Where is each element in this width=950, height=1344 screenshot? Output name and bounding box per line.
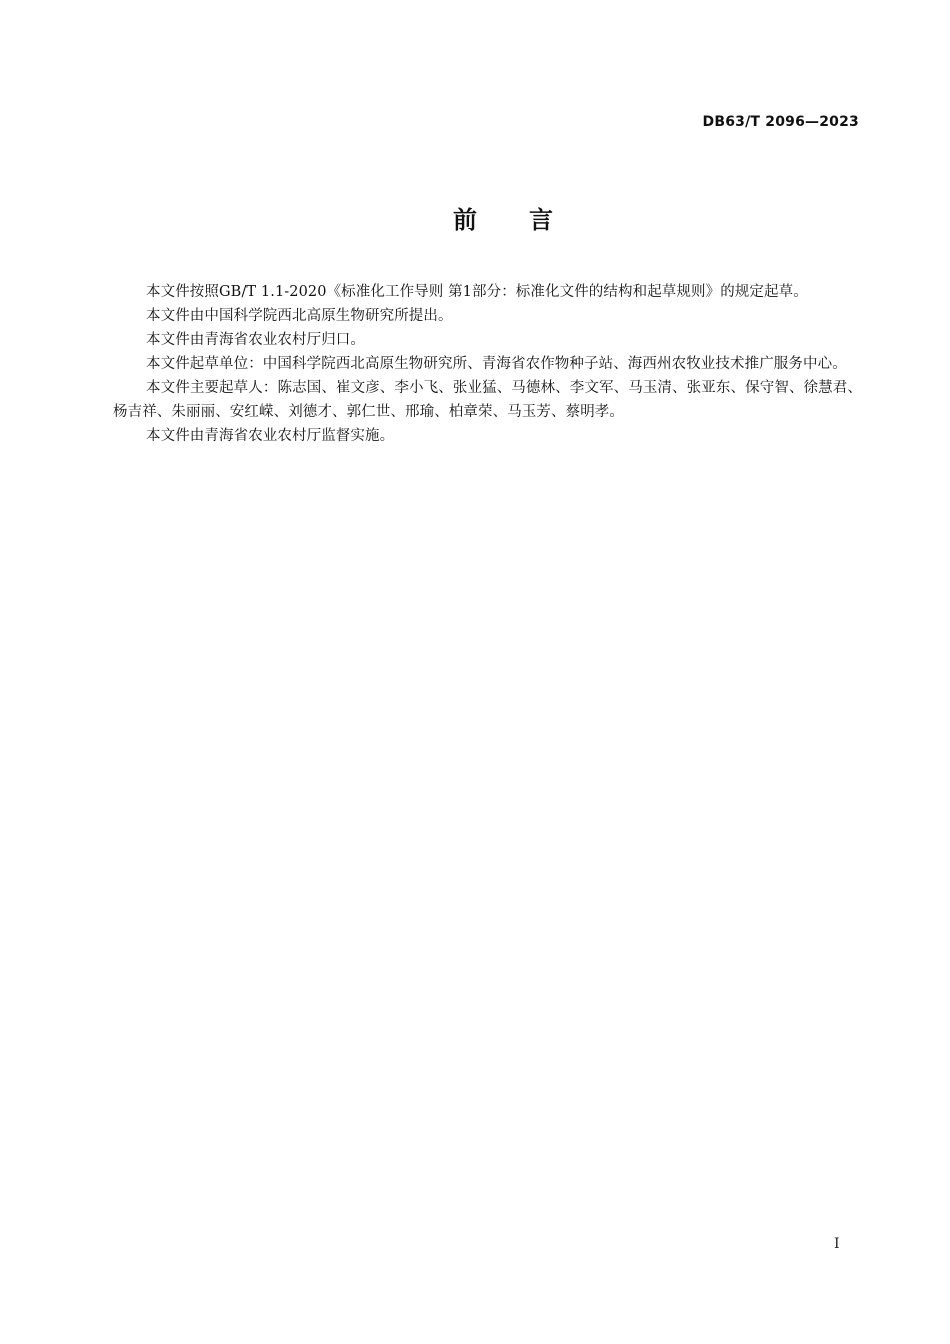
document-code: DB63/T 2096—2023	[702, 114, 859, 130]
foreword-title-char-1: 前	[453, 206, 477, 234]
paragraph-drafting-units: 本文件起草单位：中国科学院西北高原生物研究所、青海省农作物种子站、海西州农牧业技术推广服务中心。	[146, 356, 847, 372]
paragraph-drafting-rules: 本文件按照GB/T 1.1-2020《标准化工作导则 第1部分：标准化文件的结构和起草规则》的规定起草。	[146, 284, 808, 300]
page-number: I	[834, 1236, 840, 1252]
paragraph-main-drafters: 本文件主要起草人：陈志国、崔文彦、李小飞、张业猛、马德林、李文军、马玉清、张亚东、保守智、徐慧君、杨吉祥、朱丽丽、安红嵘、刘德才、郭仁世、邢瑜、柏章荣、马玉芳、蔡明孝。	[113, 380, 862, 420]
foreword-title	[0, 200, 950, 235]
paragraph-supervision: 本文件由青海省农业农村厅监督实施。	[146, 428, 395, 444]
foreword-title-char-2: 言	[529, 206, 553, 234]
foreword-body	[113, 280, 862, 448]
paragraph-proposer: 本文件由中国科学院西北高原生物研究所提出。	[146, 308, 453, 324]
paragraph-centralized-management: 本文件由青海省农业农村厅归口。	[146, 332, 365, 348]
